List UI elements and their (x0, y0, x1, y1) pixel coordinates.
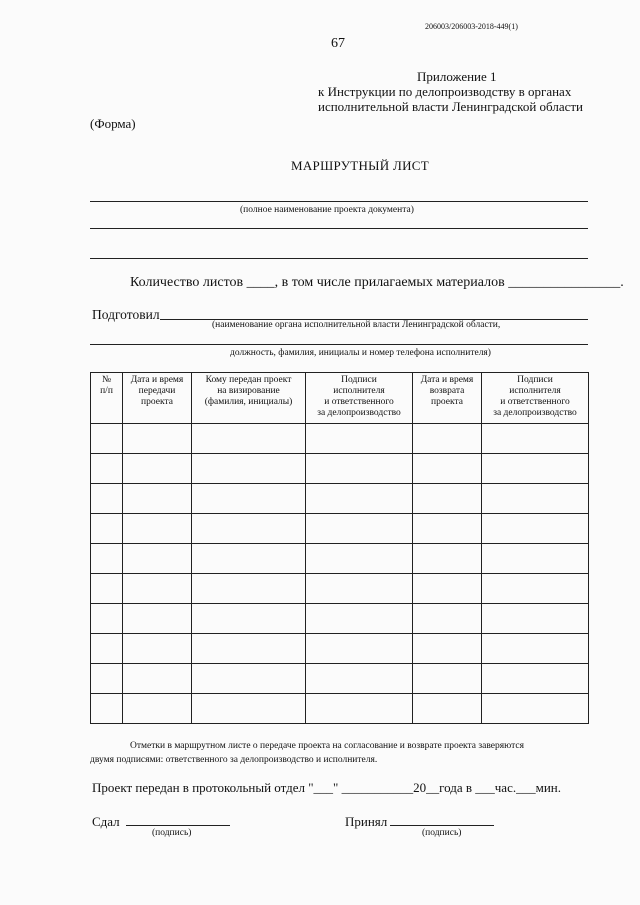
table-cell (91, 454, 123, 484)
table-cell (192, 514, 306, 544)
table-cell (91, 544, 123, 574)
route-table (90, 372, 589, 724)
note-line-1: Отметки в маршрутном листе о передаче проекта на согласование и возврате проекта заверяются (130, 741, 524, 751)
table-cell (306, 424, 413, 454)
table-cell (306, 694, 413, 724)
table-cell (306, 604, 413, 634)
gave-signature-line (126, 825, 230, 826)
project-name-caption: (полное наименование проекта документа) (240, 205, 414, 215)
table-row (91, 454, 589, 484)
table-cell (482, 484, 589, 514)
note-line-2: двумя подписями: ответственного за делопроизводство и исполнителя. (90, 755, 378, 765)
table-cell (91, 694, 123, 724)
transfer-line: Проект передан в протокольный отдел "___" ___________20__года в ___час.___мин. (92, 780, 561, 795)
col-header-signatures: Подписи исполнителя и ответственного за делопроизводство (306, 373, 413, 424)
document-id: 206003/206003-2018-449(1) (425, 22, 518, 31)
prepared-by-label: Подготовил (92, 307, 160, 322)
col-header-return-datetime: Дата и время возврата проекта (413, 373, 482, 424)
table-cell (192, 544, 306, 574)
page-number: 67 (331, 36, 345, 51)
table-cell (482, 694, 589, 724)
table-cell (306, 664, 413, 694)
col-header-number: № п/п (91, 373, 123, 424)
prepared-by-caption-2: должность, фамилия, инициалы и номер телефона исполнителя) (230, 348, 491, 358)
table-cell (123, 514, 192, 544)
document-title: МАРШРУТНЫЙ ЛИСТ (291, 158, 430, 173)
table-cell (306, 634, 413, 664)
project-name-line-2 (90, 228, 588, 229)
received-signature-caption: (подпись) (422, 828, 462, 838)
table-cell (192, 634, 306, 664)
table-cell (413, 664, 482, 694)
received-label: Принял (345, 814, 388, 829)
table-row (91, 604, 589, 634)
table-cell (306, 484, 413, 514)
table-cell (123, 544, 192, 574)
table-cell (91, 574, 123, 604)
table-cell (413, 574, 482, 604)
prepared-by-caption-1: (наименование органа исполнительной власти Ленинградской области, (212, 320, 501, 330)
table-row (91, 514, 589, 544)
appendix-line-3: исполнительной власти Ленинградской области (318, 99, 584, 114)
project-name-line-3 (90, 258, 588, 259)
table-cell (306, 544, 413, 574)
table-cell (91, 514, 123, 544)
table-cell (306, 574, 413, 604)
table-cell (482, 514, 589, 544)
col-header-signatures-2: Подписи исполнителя и ответственного за делопроизводство (482, 373, 589, 424)
table-cell (413, 424, 482, 454)
table-cell (306, 454, 413, 484)
appendix-line-2: к Инструкции по делопроизводству в органах (318, 84, 572, 99)
table-cell (482, 574, 589, 604)
gave-signature-caption: (подпись) (152, 828, 192, 838)
table-row (91, 634, 589, 664)
table-cell (482, 634, 589, 664)
table-row (91, 424, 589, 454)
table-cell (91, 424, 123, 454)
prepared-by-line-2 (90, 344, 588, 345)
table-row (91, 694, 589, 724)
table-cell (192, 454, 306, 484)
form-label: (Форма) (90, 116, 136, 131)
appendix-line-1: Приложение 1 (417, 69, 497, 84)
table-cell (123, 664, 192, 694)
table-cell (192, 424, 306, 454)
table-cell (192, 664, 306, 694)
table-cell (123, 424, 192, 454)
received-signature-line (390, 825, 494, 826)
table-cell (413, 484, 482, 514)
table-cell (123, 454, 192, 484)
table-cell (413, 634, 482, 664)
col-header-recipient: Кому передан проект на визирование (фамилия, инициалы) (192, 373, 306, 424)
table-cell (91, 604, 123, 634)
table-cell (482, 544, 589, 574)
table-row (91, 664, 589, 694)
gave-label: Сдал (92, 814, 120, 829)
table-cell (91, 664, 123, 694)
table-cell (192, 484, 306, 514)
table-row (91, 544, 589, 574)
table-cell (192, 694, 306, 724)
table-cell (123, 574, 192, 604)
table-cell (413, 604, 482, 634)
col-header-transfer-datetime: Дата и время передачи проекта (123, 373, 192, 424)
table-header-row (91, 373, 589, 424)
sheets-count-line: Количество листов ____, в том числе прилагаемых материалов ________________. (130, 275, 624, 290)
table-cell (123, 634, 192, 664)
table-cell (482, 454, 589, 484)
table-cell (413, 694, 482, 724)
table-cell (482, 424, 589, 454)
table-cell (306, 514, 413, 544)
table-row (91, 574, 589, 604)
table-cell (192, 604, 306, 634)
project-name-line-1 (90, 201, 588, 202)
table-cell (91, 484, 123, 514)
table-row (91, 484, 589, 514)
table-cell (192, 574, 306, 604)
table-cell (123, 604, 192, 634)
table-cell (91, 634, 123, 664)
table-cell (123, 484, 192, 514)
table-cell (482, 604, 589, 634)
table-cell (482, 664, 589, 694)
table-cell (413, 454, 482, 484)
table-cell (413, 514, 482, 544)
table-cell (123, 694, 192, 724)
table-cell (413, 544, 482, 574)
